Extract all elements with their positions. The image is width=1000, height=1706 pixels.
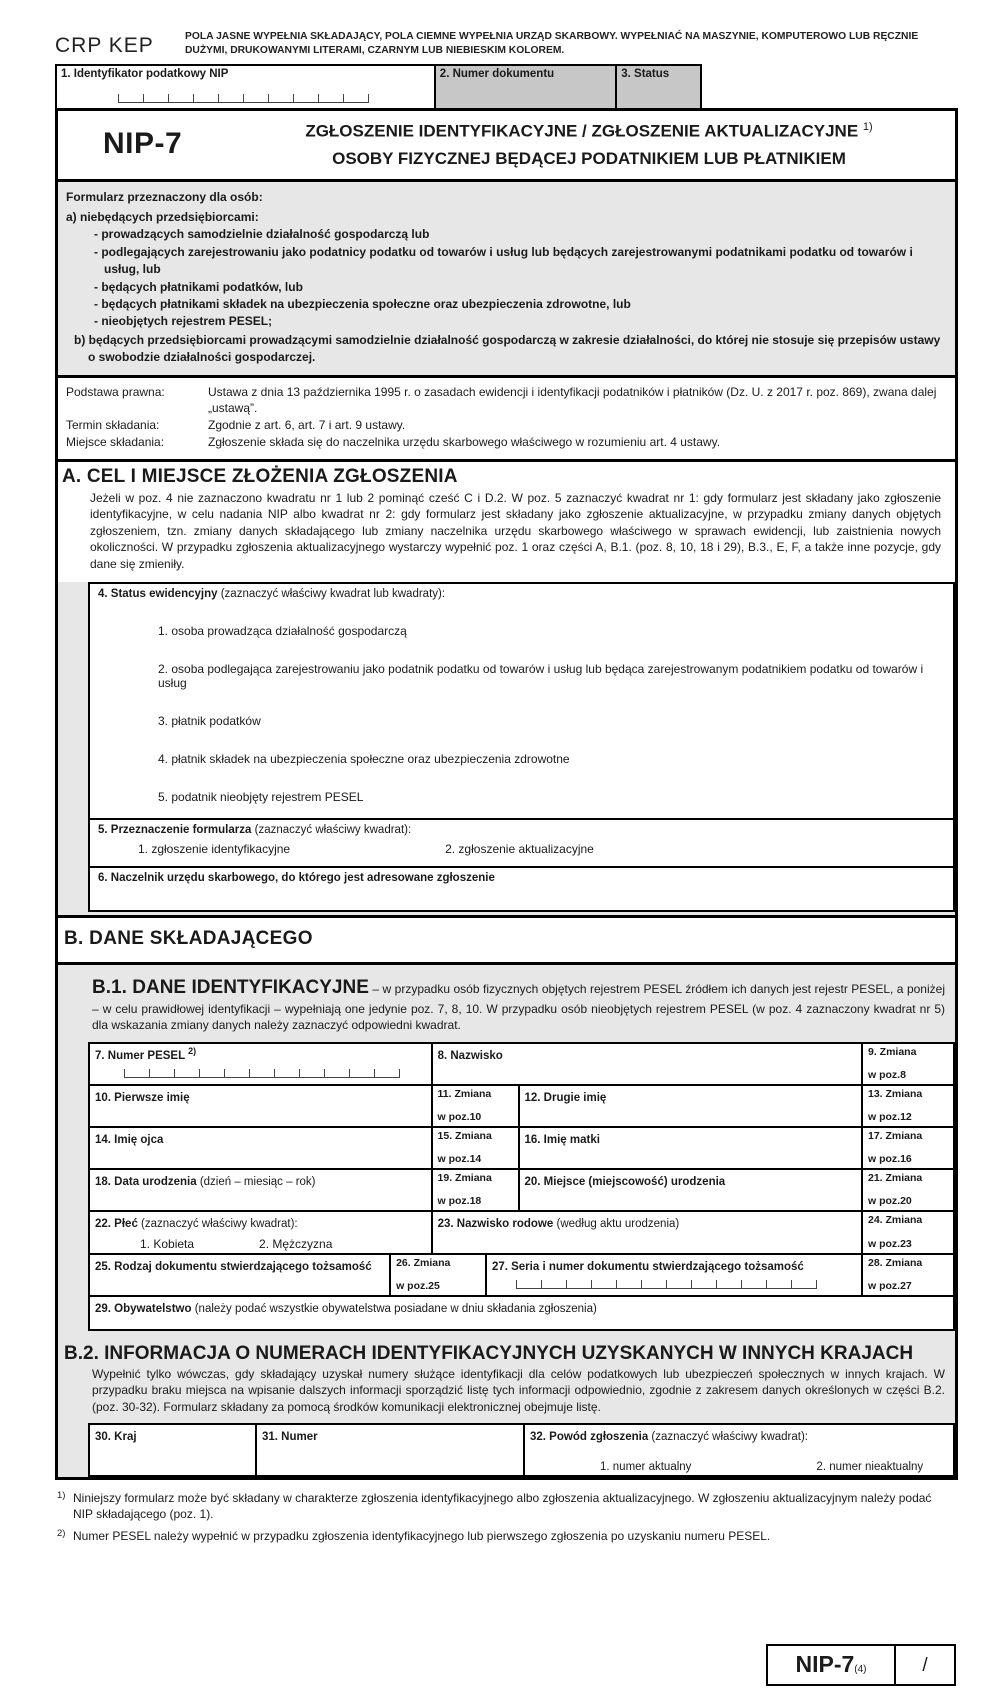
- status-option-3[interactable]: 3. płatnik podatków: [158, 714, 261, 729]
- fill-instructions: POLA JASNE WYPEŁNIA SKŁADAJĄCY, POLA CIEMNE WYPEŁNIA URZĄD SKARBOWY. WYPEŁNIAĆ NA MASZYNIE, KOMPUTEROWO LUB RĘCZNIE DUŻYMI, DRUKOWANYMI LITERAMI, CZARNYM LUB NIEBIESKIM KOLOREM.: [185, 31, 919, 56]
- field-data-urodzenia[interactable]: 18. Data urodzenia (dzień – miesiąc – rok): [90, 1170, 433, 1210]
- field-pesel[interactable]: 7. Numer PESEL $^{2)}$: [90, 1044, 433, 1084]
- top-field-row: [55, 64, 702, 108]
- section-b2-description: Wypełnić tylko wówczas, gdy składający uzyskał numery służące identyfikacji dla celów podatkowych lub ubezpieczeń społecznych w innych krajach. W przypadku braku miejsca na wpisanie dalszych informacji sporządzić listę tych informacji odpowiednio, zgodnie z zakresem danych określonych w części B.2. (poz. 30-32). Formularz składany za pomocą środków komunikacji elektronicznej obejmuje listę.: [92, 1367, 945, 1414]
- status-option-2[interactable]: 2. osoba podlegająca zarejestrowaniu jako podatnik podatku od towarów i usług lub będąca zarejestrowanym podatnikiem podatku od towarów i usług: [158, 662, 924, 691]
- field-imie-matki[interactable]: 16. Imię matki: [520, 1128, 864, 1168]
- field-zmiana-24[interactable]: 24. Zmiana w poz.23: [868, 1213, 923, 1250]
- title-block: [58, 111, 955, 182]
- section-b-heading: B. DANE SKŁADAJĄCEGO: [64, 928, 313, 950]
- seria-comb-input[interactable]: [517, 1280, 817, 1289]
- b2-table: [88, 1423, 955, 1477]
- legal-row-text: Zgodnie z art. 6, art. 7 i art. 9 ustawy.: [208, 418, 406, 433]
- section-a-paragraph: Jeżeli w poz. 4 nie zaznaczono kwadratu nr 1 lub 2 pominąć cześć C i D.2. W poz. 5 zaznaczyć kwadrat nr 1: gdy formularz jest składany jako zgłoszenie identyfikacyjne, w celu nadania NIP albo kwadrat nr 2: gdy formularz jest składany jako zgłoszenie aktualizacyjne, w przypadku zmiany danych objętych zgłoszeniem, tzn. zmiany danych składającego lub zmiany naczelnika urzędu skarbowego właściwego w sprawach ewidencji, lub zaistnienia nowych okoliczności. W przypadku zgłoszenia aktualizacyjnego wystarczy wypełnić poz. 1 oraz części A, B.1. (poz. 8, 10, 18 i 29), B.3., E, F, a także inne pozycje, gdy dane się zmieniły.: [90, 490, 941, 571]
- field-zmiana-11[interactable]: 11. Zmiana w poz.10: [433, 1086, 520, 1126]
- form-title-line2: OSOBY FIZYCZNEJ BĘDĄCEJ PODATNIKIEM LUB PŁATNIKIEM: [332, 148, 846, 168]
- footnote-marker: 1): [57, 1489, 66, 1501]
- box-naczelnik-urzedu[interactable]: [88, 866, 955, 912]
- legal-row-text: Ustawa z dnia 13 października 1995 r. o zasadach ewidencji i identyfikacji podatników i płatników (Dz. U. z 2017 r. poz. 869), zwana dalej „ustawą”.: [208, 384, 937, 416]
- box-przeznaczenie-formularza: [88, 818, 955, 866]
- legal-block: [58, 378, 955, 462]
- box5-label: 5. Przeznaczenie formularza (zaznaczyć właściwy kwadrat):: [98, 824, 412, 837]
- section-a: [58, 462, 955, 583]
- purpose-block: [58, 182, 955, 378]
- legal-row-label: Podstawa prawna:: [66, 384, 165, 399]
- form-code: NIP-7: [103, 127, 183, 160]
- legal-row-label: Miejsce składania:: [66, 434, 165, 449]
- field-obywatelstwo[interactable]: 29. Obywatelstwo (należy podać wszystkie obywatelstwa posiadane w dniu składania zgłoszenia): [95, 1302, 597, 1315]
- purpose-item: - będących płatnikami składek na ubezpieczenia społeczne oraz ubezpieczenia zdrowotne, lub: [94, 297, 631, 311]
- field-status: [615, 66, 700, 108]
- field-nip[interactable]: [57, 66, 434, 108]
- field-zmiana-17[interactable]: 17. Zmiana w poz.16: [868, 1129, 923, 1165]
- pesel-comb-input[interactable]: [125, 1069, 400, 1078]
- footnotes: [55, 1480, 958, 1545]
- section-a-heading: A. CEL I MIEJSCE ZŁOŻENIA ZGŁOSZENIA: [62, 465, 458, 487]
- section-b1-intro: [58, 965, 955, 1041]
- field-zmiana-19[interactable]: 19. Zmiana w poz.18: [433, 1170, 520, 1210]
- box4-label: 4. Status ewidencyjny (zaznaczyć właściwy kwadrat lub kwadraty):: [98, 588, 446, 601]
- field-imie-ojca[interactable]: 14. Imię ojca: [90, 1128, 433, 1168]
- page-header: [55, 28, 958, 58]
- footer-page-indicator: /: [922, 1655, 928, 1677]
- field-nazwisko[interactable]: 8. Nazwisko: [433, 1044, 863, 1084]
- purpose-item: - będących płatnikami podatków, lub: [94, 279, 303, 294]
- legal-row-label: Termin składania:: [66, 418, 160, 433]
- section-b2-intro: [58, 1331, 955, 1423]
- field-miejsce-urodzenia[interactable]: 20. Miejsce (miejscowość) urodzenia: [520, 1170, 864, 1210]
- field-zmiana-28[interactable]: 28. Zmiana w poz.27: [868, 1256, 923, 1292]
- footnote-text: Numer PESEL należy wypełnić w przypadku zgłoszenia identyfikacyjnego lub pierwszego zgłoszenia po uzyskaniu numeru PESEL.: [73, 1529, 771, 1544]
- field-numer[interactable]: 31. Numer: [257, 1425, 525, 1475]
- section-b1-description: – w przypadku osób fizycznych objętych rejestrem PESEL źródłem ich danych jest rejestr PESEL, a poniżej – w celu prawidłowej identyfikacji – wypełniają one jedynie poz. 7, 8, 10. W przypadku osób nieobjętych rejestrem PESEL (w poz. 4 zaznaczony kwadrat nr 5) dla wskazania zmiany danych należy zaznaczyć odpowiedni kwadrat.: [92, 982, 945, 1033]
- page-footer: [55, 1644, 958, 1686]
- field-rodzaj-dokumentu[interactable]: 25. Rodzaj dokumentu stwierdzającego tożsamość: [90, 1255, 391, 1295]
- field-zmiana-13[interactable]: 13. Zmiana w poz.12: [868, 1087, 923, 1123]
- reason-option-aktualny[interactable]: 1. numer aktualny: [600, 1460, 692, 1473]
- field-powod-zgloszenia: 32. Powód zgłoszenia (zaznaczyć właściwy kwadrat): 1. numer aktualny 2. numer nieaktualny: [530, 1430, 924, 1473]
- footnote-marker: 2): [57, 1528, 66, 1540]
- field-zmiana-26[interactable]: 26. Zmiana w poz.25: [391, 1255, 487, 1295]
- field-status-label: 3. Status: [621, 68, 670, 80]
- nip-comb-input[interactable]: [119, 94, 369, 103]
- section-b1-heading: B.1. DANE IDENTYFIKACYJNE: [92, 977, 369, 999]
- status-option-4[interactable]: 4. płatnik składek na ubezpieczenia społeczne oraz ubezpieczenia zdrowotne: [158, 752, 570, 767]
- legal-row-text: Zgłoszenie składa się do naczelnika urzędu skarbowego właściwego w rozumieniu art. 4 ustawy.: [208, 434, 721, 449]
- field-nazwisko-rodowe[interactable]: 23. Nazwisko rodowe (według aktu urodzenia): [433, 1212, 863, 1253]
- sex-option-mezczyzna[interactable]: 2. Mężczyzna: [259, 1236, 333, 1251]
- status-option-1[interactable]: 1. osoba prowadząca działalność gospodarczą: [158, 624, 407, 639]
- purpose-item: - podlegających zarejestrowaniu jako podatnicy podatku od towarów i usług lub będących zarejestrowanymi podatnikami podatku od towarów i usług, lub: [94, 244, 913, 277]
- field-kraj[interactable]: 30. Kraj: [90, 1425, 257, 1475]
- status-option-5[interactable]: 5. podatnik nieobjęty rejestrem PESEL: [158, 790, 364, 805]
- purpose-item: - prowadzących samodzielnie działalność gospodarczą lub: [94, 227, 430, 242]
- field-nip-label: 1. Identyfikator podatkowy NIP: [61, 68, 229, 80]
- footnote-ref-2: 2): [188, 1045, 197, 1056]
- field-zmiana-21[interactable]: 21. Zmiana w poz.20: [868, 1171, 923, 1207]
- field-pierwsze-imie[interactable]: 10. Pierwsze imię: [90, 1086, 433, 1126]
- field-zmiana-15[interactable]: 15. Zmiana w poz.14: [433, 1128, 520, 1168]
- field-document-number: [434, 66, 615, 108]
- form-purpose-option-2[interactable]: 2. zgłoszenie aktualizacyjne: [445, 842, 594, 857]
- field-zmiana-9[interactable]: 9. Zmiana w poz.8: [868, 1045, 917, 1081]
- crp-kep-logo: CRP KEP: [55, 34, 154, 57]
- footnote-text: Niniejszy formularz może być składany w charakterze zgłoszenia identyfikacyjnego albo zgłoszenia aktualizacyjnego. W zgłoszeniu aktualizacyjnym należy podać NIP składającego (poz. 1).: [73, 1490, 932, 1521]
- purpose-item: - nieobjętych rejestrem PESEL;: [94, 314, 273, 329]
- section-b: [58, 915, 955, 965]
- section-b2-heading: B.2. INFORMACJA O NUMERACH IDENTYFIKACYJNYCH UZYSKANYCH W INNYCH KRAJACH: [64, 1342, 914, 1364]
- footer-form-code: NIP-7(4): [768, 1646, 896, 1684]
- form-title-line1: ZGŁOSZENIE IDENTYFIKACYJNE / ZGŁOSZENIE AKTUALIZACYJNE $^{1)}$: [305, 121, 873, 141]
- reason-option-nieaktualny[interactable]: 2. numer nieaktualny: [816, 1460, 924, 1473]
- section-a-boxes: [58, 582, 955, 912]
- field-document-number-label: 2. Numer dokumentu: [439, 68, 555, 80]
- purpose-intro: Formularz przeznaczony dla osób:: [66, 189, 263, 204]
- form-body: [55, 108, 958, 1480]
- field-plec: 22. Płeć (zaznaczyć właściwy kwadrat): 1. Kobieta 2. Mężczyzna: [90, 1212, 433, 1253]
- b1-table: [88, 1042, 955, 1331]
- purpose-b-label: b) będących przedsiębiorcami prowadzącymi samodzielnie działalność gospodarczą w zakresie działalności, do której nie stosuje się przepisów ustawy o swobodzie działalności gospodarczej.: [74, 332, 941, 365]
- form-purpose-option-1[interactable]: 1. zgłoszenie identyfikacyjne: [138, 842, 291, 857]
- box-status-ewidencyjny: [88, 582, 955, 818]
- box6-label: 6. Naczelnik urzędu skarbowego, do którego jest adresowane zgłoszenie: [98, 872, 495, 885]
- sex-option-kobieta[interactable]: 1. Kobieta: [140, 1236, 195, 1251]
- field-drugie-imie[interactable]: 12. Drugie imię: [520, 1086, 864, 1126]
- purpose-a-label: a) niebędących przedsiębiorcami:: [66, 210, 259, 225]
- footnote-ref-1: 1): [862, 121, 873, 133]
- field-seria-numer-dokumentu[interactable]: 27. Seria i numer dokumentu stwierdzającego tożsamość: [487, 1255, 863, 1295]
